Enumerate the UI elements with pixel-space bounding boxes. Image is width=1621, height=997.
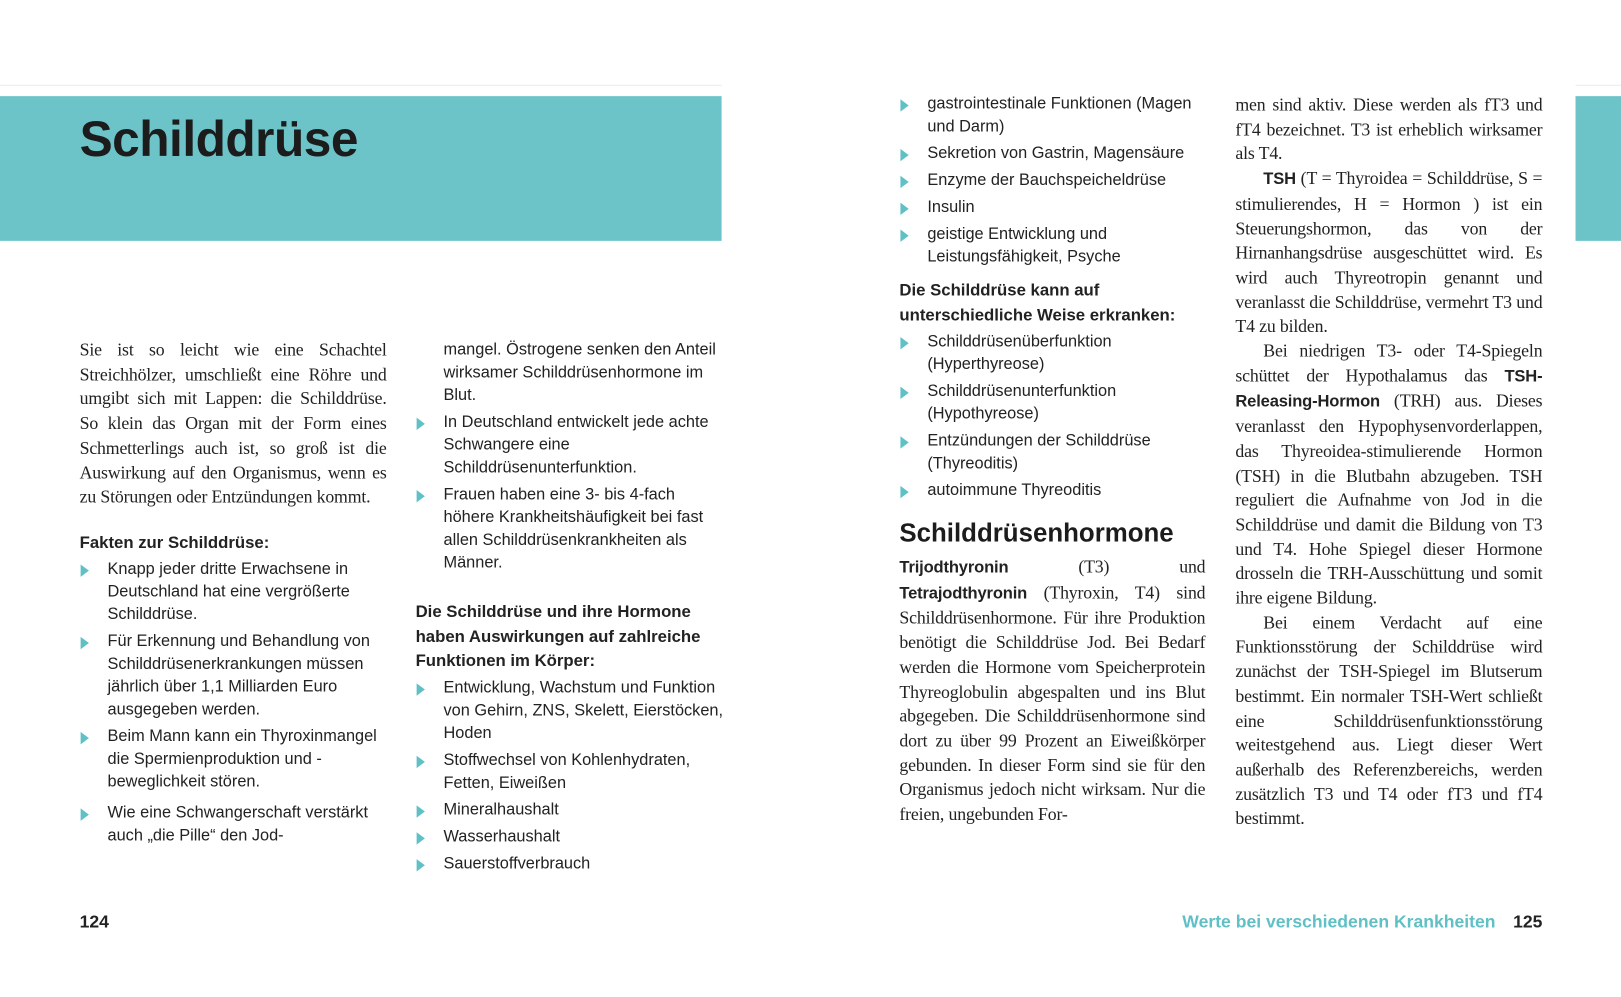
bullet-triangle-icon [81,809,89,821]
bullet-triangle-icon [900,436,908,448]
term-trijodthyronin: Trijodthyronin [899,559,1009,577]
list-item-text: Stoffwechsel von Kohlenhydraten, Fetten, Eiweißen [443,751,691,792]
list-item [899,430,1205,475]
bullet-triangle-icon [417,755,425,767]
list-item [416,677,724,745]
list-item-text: In Deutschland entwickelt jede achte Schwangere eine Schilddrüsenunterfunktion. [443,413,709,477]
term-trh: TSH-Releasing-Hormon [1235,367,1543,411]
list-item [899,196,1205,219]
list-item [899,380,1205,425]
functions-list [416,677,724,875]
list-item-text: geistige Entwicklung und Leistungsfähigkeit, Psyche [927,225,1121,266]
list-item [899,93,1205,138]
list-item [899,480,1205,503]
list-item [80,726,387,794]
list-item-text: Frauen haben eine 3- bis 4-fach höhere Krankheitshäufigkeit bei fast allen Schilddrüsenkrankheiten als Männer. [443,485,704,572]
bullet-triangle-icon [417,805,425,817]
list-item [416,852,724,875]
list-item [80,559,387,627]
continued-paragraph: men sind aktiv. Diese werden als fT3 und fT4 bezeichnet. T3 ist erheblich wirksamer als T4. [1235,95,1543,164]
bullet-triangle-icon [417,859,425,871]
list-item-text: Entwicklung, Wachstum und Funktion von Gehirn, ZNS, Skelett, Eierstöcken, Hoden [443,678,724,742]
column-4 [1235,93,1542,831]
text: (Thyroxin, T4) sind Schilddrüsenhormone. Für ihre Produktion benötigt die Schilddrüse Jod. Bei Bedarf werden die Hormone vom Speicherprotein Thyreoglobulin abgespalten und ins Blut abgegeben. Die Schilddrüsenhormone sind dort zu über 99 Prozent an Eiweißkörper gebunden. In dieser Form sind sie für den Organismus jedoch nicht wirksam. Nur die freien, ungebunden For- [899,582,1206,824]
hormones-heading: Schilddrüsenhormone [899,518,1174,548]
suspicion-paragraph: Bei einem Verdacht auf eine Funktionsstörung der Schilddrüse wird zunächst der TSH-Spiegel im Blutserum bestimmt. Ein normaler TSH-Wert schließt eine Schilddrüsenfunktionsstörung weitestgehend aus. Liegt dieser Wert außerhalb des Referenzbereichs, werden zusätzlich T3 und T4 oder fT3 und fT4 bestimmt. [1235,612,1543,829]
list-item [416,799,724,822]
bullet-triangle-icon [81,565,89,577]
top-rule-right [1576,85,1621,86]
functions-heading: Die Schilddrüse und ihre Hormone haben Auswirkungen auf zahlreiche Funktionen im Körper: [415,602,701,670]
bullet-triangle-icon [900,176,908,188]
bullet-triangle-icon [81,732,89,744]
hormones-paragraph [899,555,1205,827]
text: (T3) und [1008,557,1206,577]
bullet-triangle-icon [900,99,908,111]
text: Bei niedrigen T3- oder T4-Spiegeln schüttet der Hypothalamus das [1235,341,1543,386]
list-item [899,223,1205,268]
footer-right [1182,912,1542,933]
bullet-triangle-icon [900,203,908,215]
list-item [416,411,724,479]
list-item [899,170,1205,193]
list-item-text: Insulin [927,198,975,217]
diseases-list [899,331,1205,503]
bullet-triangle-icon [900,149,908,161]
column-3 [899,93,1205,827]
chapter-tab [1576,96,1621,241]
list-item-text: Enzyme der Bauchspeicheldrüse [927,171,1167,190]
facts-list [80,559,387,848]
trh-paragraph [1235,339,1542,611]
list-item [416,749,724,794]
facts-heading: Fakten zur Schilddrüse: [79,533,270,552]
list-item-text: Entzündungen der Schilddrüse (Thyreoditis) [927,432,1151,473]
running-footer: Werte bei verschiedenen Krankheiten [1182,911,1496,932]
list-item-text: Knapp jeder dritte Erwachsene in Deutschland hat eine vergrößerte Schilddrüse. [107,560,350,624]
list-item-text: Schilddrüsenunterfunktion (Hypothyreose) [927,382,1117,423]
list-item [80,631,387,722]
list-item [416,484,724,575]
list-item-text: Wasserhaushalt [443,827,560,846]
list-item-text: Beim Mann kann ein Thyroxinmangel die Spermienproduktion und -beweglichkeit stören. [107,728,377,792]
list-item-text: gastrointestinale Funktionen (Magen und Darm) [927,95,1192,136]
column-2 [416,339,724,879]
list-item-text: Sauerstoffverbrauch [443,854,591,873]
functions-list-continued [899,93,1205,269]
list-item-text: Mineralhaushalt [443,800,559,819]
list-item [899,331,1205,376]
page-title: Schilddrüse [79,112,358,168]
list-item-text: Für Erkennung und Behandlung von Schilddrüsenerkrankungen müssen jährlich über 1,1 Milliarden Euro ausgegeben werden. [107,633,370,719]
list-item-text: Wie eine Schwangerschaft verstärkt auch „die Pille“ den Jod- [107,804,369,846]
text: (T = Thyroidea = Schilddrüse, S = stimulierendes, H = Hormon ) ist ein Steuerungshormon, das von der Hirnanhangsdrüse ausgeschüttet wird. Es wird auch Thyreotropin genannt und veranlasst die Schilddrüse, vermehrt T3 und T4 zu bilden. [1235,168,1543,337]
bullet-triangle-icon [900,337,908,349]
list-item-text: autoimmune Thyreoditis [927,481,1102,500]
facts-list-continued [416,339,724,575]
list-item-text: Schilddrüsenüberfunktion (Hyperthyreose) [927,332,1112,374]
intro-paragraph: Sie ist so leicht wie eine Schachtel Streichhölzer, umschließt eine Röhre und umgibt sich mit Lappen: die Schilddrüse. So klein das Organ mit der Form eines Schmetterlings auch ist, so groß ist die Auswirkung auf den Organismus, wenn es zu Störungen oder Entzündungen kommt. [79,340,387,507]
list-item [899,143,1205,166]
bullet-triangle-icon [900,486,908,498]
page-number-left: 124 [79,911,109,932]
bullet-triangle-icon [900,230,908,242]
bullet-triangle-icon [417,418,425,430]
list-item [416,825,724,848]
tsh-paragraph [1235,167,1542,340]
text: (TRH) aus. Dieses veranlasst den Hypophysenvorderlappen, das Thyreoidea-stimulierende Hormon (TSH) in die Blutbahn abzugeben. TSH reguliert die Aufnahme von Jod in die Schilddrüse und damit die Bildung von T3 und T4. Hohe Spiegel dieser Hormone drosseln die TRH-Ausschüttung und somit ihre eigene Bildung. [1235,391,1543,608]
bullet-triangle-icon [417,683,425,695]
column-1 [80,338,387,852]
bullet-triangle-icon [417,832,425,844]
term-tetrajodthyronin: Tetrajodthyronin [899,584,1028,603]
diseases-heading: Die Schilddrüse kann auf unterschiedliche Weise erkranken: [899,281,1176,325]
term-tsh: TSH [1263,170,1296,189]
list-item-text: Sekretion von Gastrin, Magensäure [927,144,1185,163]
list-item-continued [416,339,724,407]
list-item-text: mangel. Östrogene senken den Anteil wirksamer Schilddrüsenhormone im Blut. [443,341,716,405]
list-item [80,803,387,848]
top-rule-left [0,85,722,86]
bullet-triangle-icon [900,387,908,399]
bullet-triangle-icon [81,637,89,649]
bullet-triangle-icon [417,490,425,502]
page-number-right: 125 [1513,911,1543,932]
